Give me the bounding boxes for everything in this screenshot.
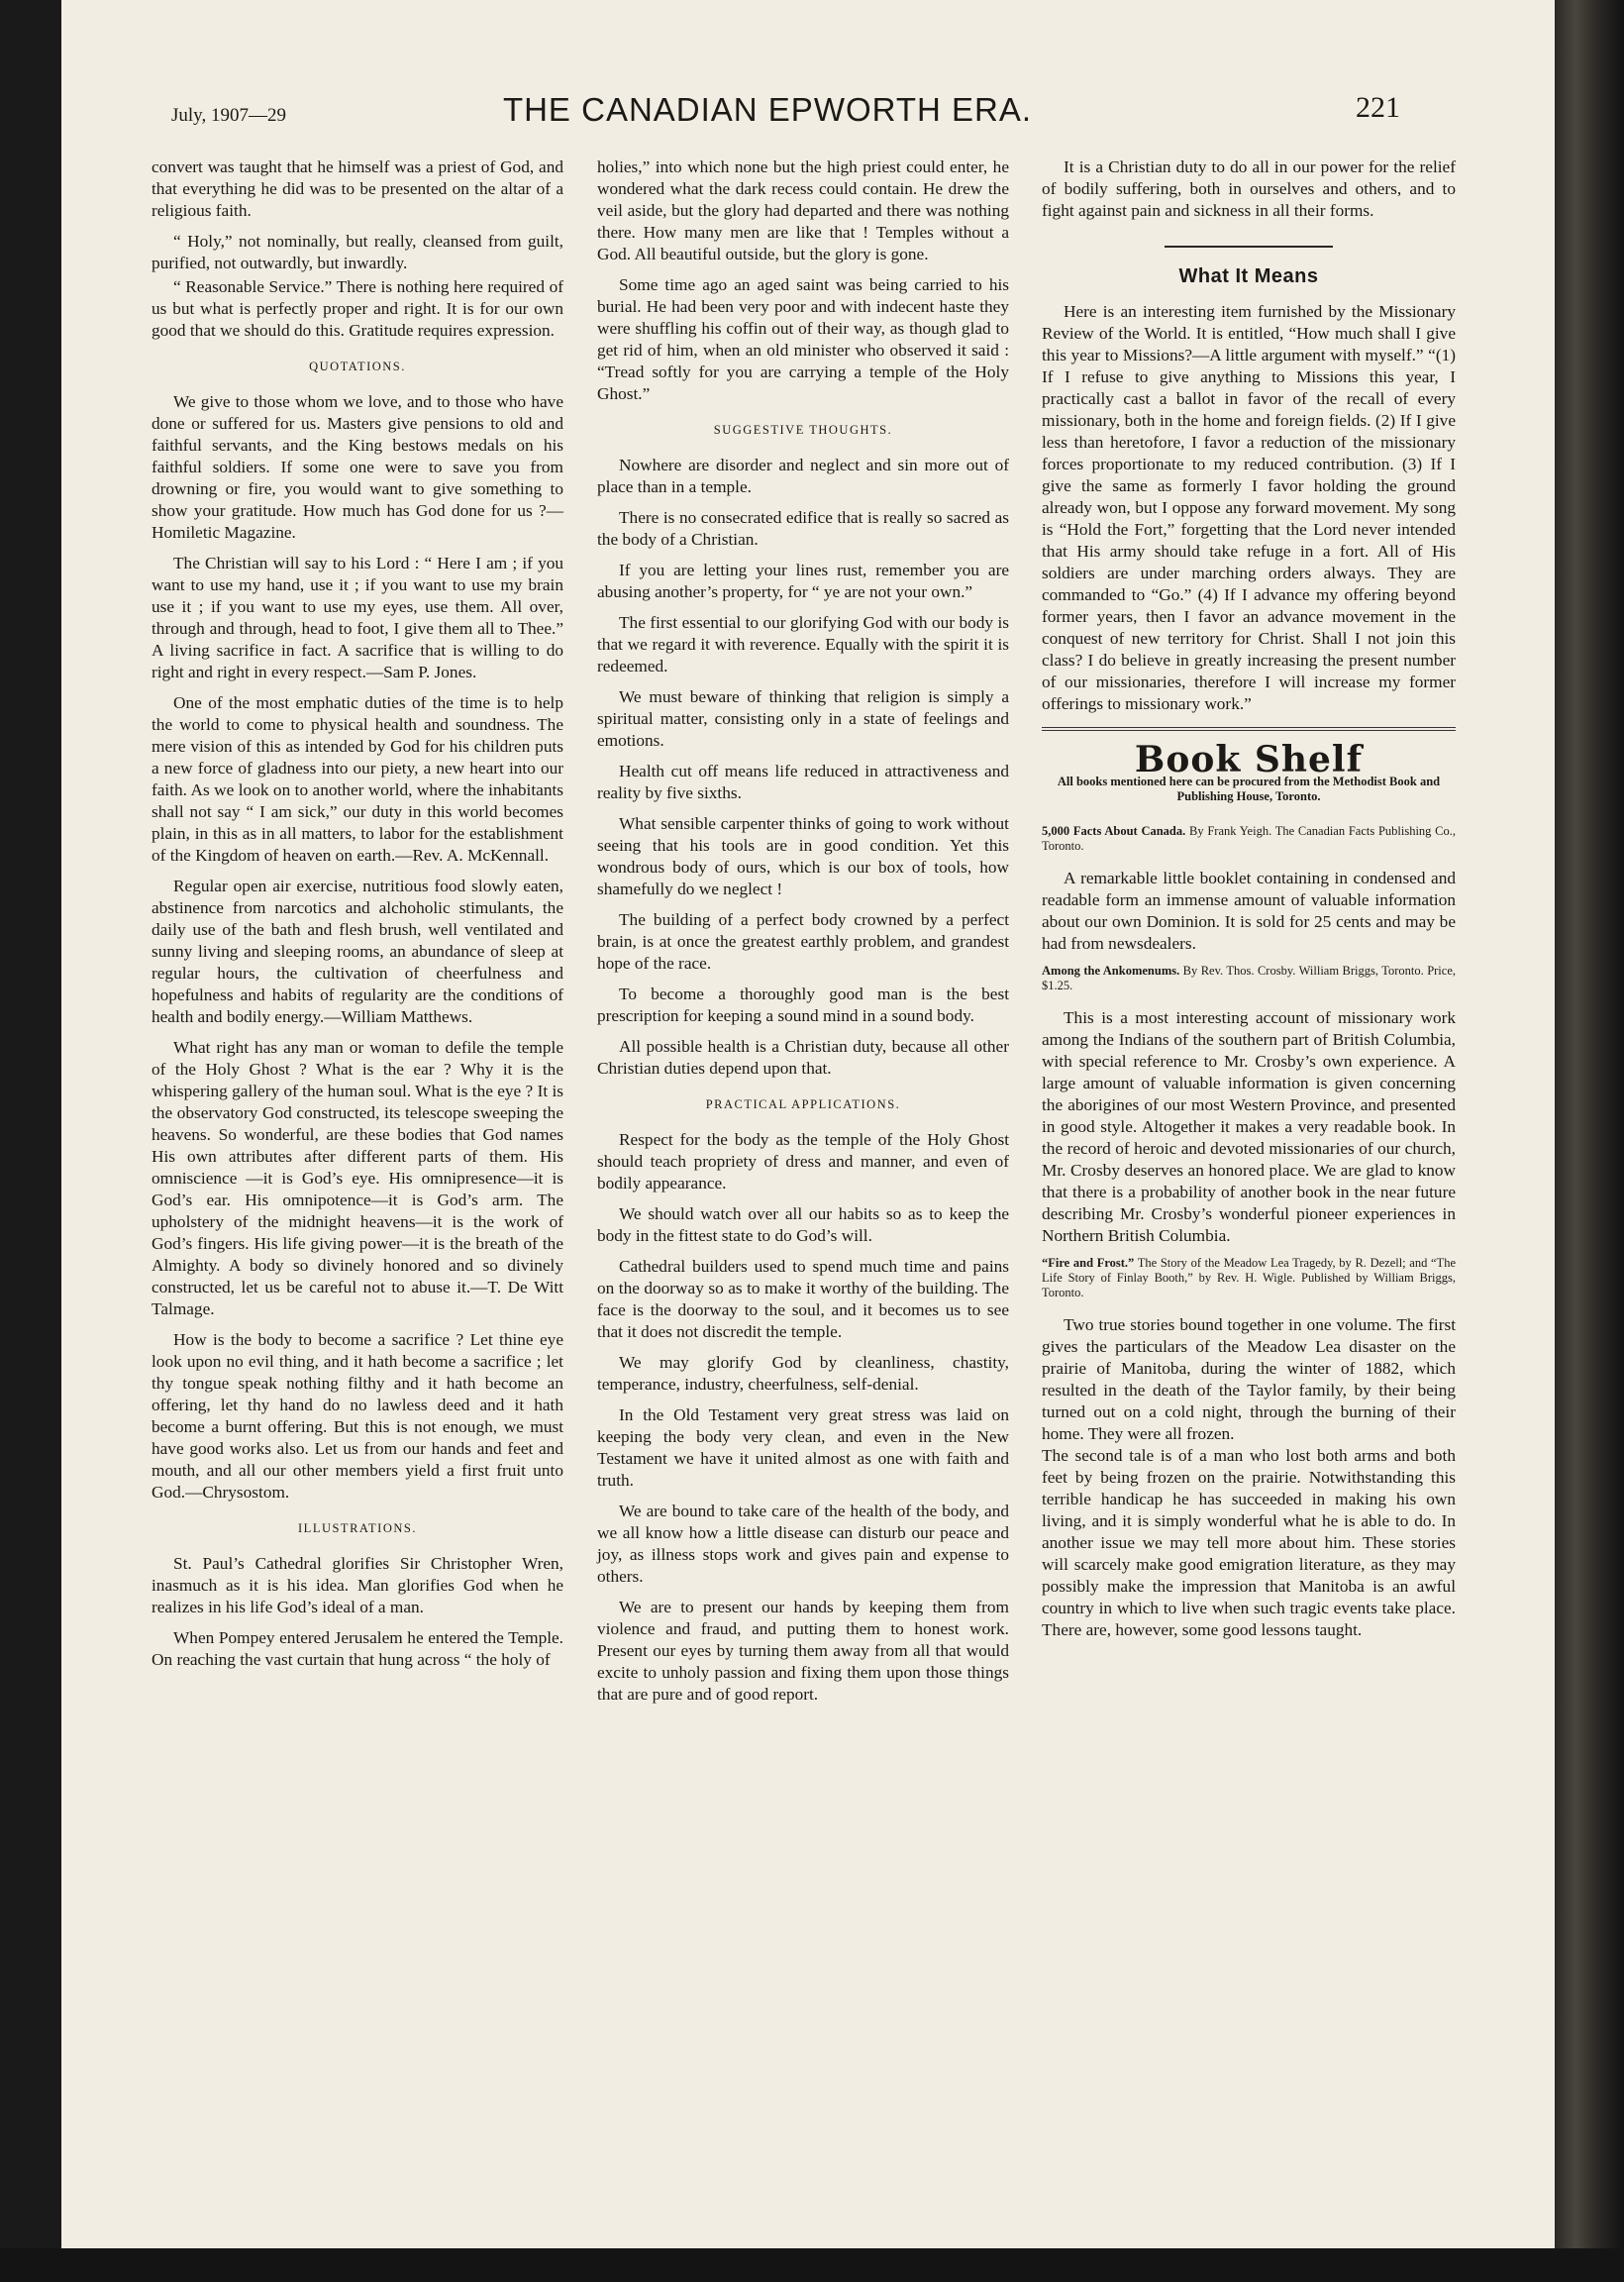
paragraph: To become a thoroughly good man is the best prescription for keeping a sound mind in a sound body.: [597, 985, 1009, 1025]
paragraph: We give to those whom we love, and to those who have done or suffered for us. Masters give pensions to old and faithful servants, and the King bestows medals on his faithful soldiers. If some one were to save you from drowning or fire, you would want to give something to show your gratitude. How much has God done for us ?—Homiletic Magazine.: [152, 392, 563, 542]
paragraph: St. Paul’s Cathedral glorifies Sir Christopher Wren, inasmuch as it is his idea. Man glorifies God when he realizes in his life God’s ideal of a man.: [152, 1554, 563, 1616]
bookshelf-note: All books mentioned here can be procured from the Methodist Book and Publishing House, Toronto.: [1057, 775, 1441, 803]
book-review: The second tale is of a man who lost both arms and both feet by being frozen on the prairie. Notwithstanding this terrible handicap he has succeeded in making his own living, and it is simply wonderful what he is able to do. In another issue we may tell more about him. These stories will scarcely make good emigration literature, as they may possibly make the impression that Manitoba is an awful country in which to live when such tragic events take place. There are, however, some good lessons taught.: [1042, 1446, 1456, 1639]
paragraph: Here is an interesting item furnished by the Missionary Review of the World. It is entitled, “How much shall I give this year to Missions?—A little argument with myself.” “(1) If I refuse to give anything to Missions this year, I practically cast a ballot in favor of the recall of every missionary, both in the home and foreign fields. (2) If I give less than heretofore, I favor a reduction of the missionary forces proportionate to my reduced contribution. (3) If I give the same as formerly I favor holding the ground already won, but I oppose any forward movement. My song is “Hold the Fort,” forgetting that the Lord never intended that His army should take refuge in a fort. All of His soldiers are under marching orders always. They are commanded to “Go.” (4) If I advance my offering beyond former years, then I favor an advance movement in the conquest of new territory for Christ. Shall I not join this class? I do believe in greatly increasing the present number of our missionaries, therefore I will increase my former offerings to missionary work.”: [1042, 302, 1456, 713]
book-review: This is a most interesting account of missionary work among the Indians of the southern part of British Columbia, with special reference to Mr. Crosby’s own experience. A large amount of valuable information is given concerning the aborigines of our most Western Province, and presented in good style. Altogether it makes a very readable book. In the record of heroic and devoted missionaries of our church, Mr. Crosby deserves an honored place. We are glad to know that there is a probability of another book in the near future describing Mr. Crosby’s wonderful pioneer experiences in Northern British Columbia.: [1042, 1008, 1456, 1245]
book-title: Among the Ankomenums.: [1042, 964, 1180, 978]
paragraph: When Pompey entered Jerusalem he entered the Temple. On reaching the vast curtain that hung across “ the holy of: [152, 1628, 563, 1669]
subheading-suggestive-thoughts: SUGGESTIVE THOUGHTS.: [713, 423, 893, 437]
paragraph: There is no consecrated edifice that is really so sacred as the body of a Christian.: [597, 508, 1009, 549]
section-divider: [1165, 246, 1333, 248]
book-spine: [1555, 0, 1624, 2282]
paragraph: convert was taught that he himself was a priest of God, and that everything he did was to be presented on the altar of a religious faith.: [152, 157, 563, 220]
book-info: By Rev. Thos. Crosby. William Briggs, Toronto. Price, $1.25.: [1042, 964, 1456, 992]
paragraph: What sensible carpenter thinks of going to work without seeing that his tools are in good condition. Yet this wondrous body of ours, which is our box of tools, how shamefully do we neglect !: [597, 814, 1009, 898]
paragraph: Nowhere are disorder and neglect and sin more out of place than in a temple.: [597, 456, 1009, 496]
subheading-quotations: QUOTATIONS.: [309, 360, 406, 373]
book-citation: [1042, 1256, 1456, 1300]
paragraph: “ Holy,” not nominally, but really, cleansed from guilt, purified, not outwardly, but inwardly.: [152, 232, 563, 272]
column-2: [597, 156, 1009, 1714]
book-title: “Fire and Frost.”: [1042, 1256, 1135, 1270]
book-info: By Frank Yeigh. The Canadian Facts Publishing Co., Toronto.: [1042, 824, 1457, 853]
page-number: 221: [1356, 91, 1400, 124]
column-1: [152, 156, 563, 1680]
book-info: The Story of the Meadow Lea Tragedy, by R. Dezell; and “The Life Story of Finlay Booth,” by Rev. H. Wigle. Published by William Briggs, Toronto.: [1042, 1256, 1456, 1299]
paragraph: All possible health is a Christian duty, because all other Christian duties depend upon that.: [597, 1037, 1009, 1078]
page-header: [109, 85, 1426, 145]
paragraph: holies,” into which none but the high priest could enter, he wondered what the dark recess could contain. He drew the veil aside, but the glory had departed and there was nothing there. How many men are like that ! Temples without a God. All beautiful outside, but the glory is gone.: [597, 157, 1009, 263]
paragraph: We may glorify God by cleanliness, chastity, temperance, industry, cheerfulness, self-denial.: [597, 1353, 1009, 1394]
paragraph: Health cut off means life reduced in attractiveness and reality by five sixths.: [597, 762, 1009, 802]
subheading-illustrations: ILLUSTRATIONS.: [298, 1521, 417, 1535]
paragraph: “ Reasonable Service.” There is nothing here required of us but what is perfectly proper and right. It is for our own good that we should do this. Gratitude requires expression.: [152, 277, 563, 340]
paragraph: Regular open air exercise, nutritious food slowly eaten, abstinence from narcotics and alchoholic stimulants, the daily use of the bath and flesh brush, well ventilated and sunny living and sleeping rooms, an abundance of sleep at regular hours, the cultivation of cheerfulness and hopefulness and habits of regularity are the conditions of health and bodily energy.—William Matthews.: [152, 877, 563, 1026]
paragraph: How is the body to become a sacrifice ? Let thine eye look upon no evil thing, and it hath become a sacrifice ; let thy tongue speak nothing filthy and it hath become an offering, let thy hand do no lawless deed and it hath become a burnt offering. But this is not enough, we must have good works also. Let us from our hands and feet and mouth, and all our other members yield a first fruit unto God.—Chrysostom.: [152, 1330, 563, 1502]
paragraph: The building of a perfect body crowned by a perfect brain, is at once the greatest earthly problem, and grandest hope of the race.: [597, 910, 1009, 973]
paragraph: We are to present our hands by keeping them from violence and fraud, and putting them to honest work. Present our eyes by turning them away from all that would excite to unholy passion and fixing them upon those things that are pure and of good report.: [597, 1598, 1009, 1704]
scan-border: [0, 2248, 1624, 2282]
double-rule-divider: [1042, 727, 1456, 731]
section-title: What It Means: [1178, 265, 1319, 287]
issue-date: July, 1907—29: [171, 105, 286, 126]
book-citation: [1042, 824, 1456, 854]
paragraph: We should watch over all our habits so as to keep the body in the fittest state to do God’s will.: [597, 1204, 1009, 1245]
paragraph: In the Old Testament very great stress was laid on keeping the body very clean, and even in the New Testament we have it united almost as one with faith and truth.: [597, 1405, 1009, 1490]
paragraph: Respect for the body as the temple of the Holy Ghost should teach propriety of dress and manner, and even of bodily appearance.: [597, 1130, 1009, 1193]
publication-title: THE CANADIAN EPWORTH ERA.: [502, 91, 1033, 128]
paragraph: Some time ago an aged saint was being carried to his burial. He had been very poor and with indecent haste they were shuffling his coffin out of their way, as though glad to get rid of him, when an old minister who observed it said : “Tread softly for you are carrying a temple of the Holy Ghost.”: [597, 275, 1009, 403]
paragraph: What right has any man or woman to defile the temple of the Holy Ghost ? What is the ear ? Why it is the whispering gallery of the human soul. What is the eye ? It is the observatory God constructed, its telescope sweeping the heavens. So wonderful, are these bodies that God names His own attributes after different parts of them. His omniscience —it is God’s eye. His omnipresence—it is God’s ear. His omnipotence—it is God’s arm. The upholstery of the midnight heavens—it is the work of God’s fingers. His life giving power—it is the breath of the Almighty. A body so divinely honored and so divinely constructed, let us be careful not to abuse it.—T. De Witt Talmage.: [152, 1038, 563, 1318]
column-3: [1042, 156, 1456, 1650]
subheading-practical-applications: PRACTICAL APPLICATIONS.: [705, 1097, 901, 1111]
paragraph: The first essential to our glorifying God with our body is that we regard it with reverence. Equally with the spirit it is redeemed.: [597, 613, 1009, 675]
paragraph: One of the most emphatic duties of the time is to help the world to come to physical health and soundness. The mere vision of this as intended by God for his children puts a new force of gladness into our piety, a new heart into our faith. As we look on to another world, where the inhabitants shall not say “ I am sick,” our duty in this world becomes plain, in this as in all matters, to labor for the establishment of the Kingdom of heaven on earth.—Rev. A. McKennall.: [152, 693, 563, 865]
book-review: A remarkable little booklet containing in condensed and readable form an immense amount of valuable information about our own Dominion. It is sold for 25 cents and may be had from newsdealers.: [1042, 869, 1456, 953]
book-review: Two true stories bound together in one volume. The first gives the particulars of the Meadow Lea disaster on the prairie of Manitoba, during the winter of 1882, which resulted in the death of the Taylor family, by their being turned out on a cold night, through the burning of their home. They were all frozen.: [1042, 1315, 1456, 1443]
paragraph: We must beware of thinking that religion is simply a spiritual matter, consisting only in a state of feelings and emotions.: [597, 687, 1009, 750]
bookshelf-heading: Book Shelf: [1134, 739, 1364, 780]
paragraph: It is a Christian duty to do all in our power for the relief of bodily suffering, both in ourselves and others, and to fight against pain and sickness in all their forms.: [1042, 157, 1456, 220]
paragraph: The Christian will say to his Lord : “ Here I am ; if you want to use my hand, use it ; if you want to use my brain use it ; if you want to use my eyes, use them. All over, through and through, head to foot, I give them all to Thee.” A living sacrifice in fact. A sacrifice that is willing to do right and right in every respect.—Sam P. Jones.: [152, 554, 563, 681]
paragraph: We are bound to take care of the health of the body, and we all know how a little disease can disturb our peace and joy, as illness stops work and gives pain and expense to others.: [597, 1502, 1009, 1586]
book-citation: [1042, 964, 1456, 993]
paragraph: If you are letting your lines rust, remember you are abusing another’s property, for “ ye are not your own.”: [597, 561, 1009, 601]
book-title: 5,000 Facts About Canada.: [1042, 824, 1186, 838]
paragraph: Cathedral builders used to spend much time and pains on the doorway so as to make it worthy of the building. The face is the doorway to the soul, and it becomes us to see that it does not discredit the temple.: [597, 1257, 1009, 1341]
